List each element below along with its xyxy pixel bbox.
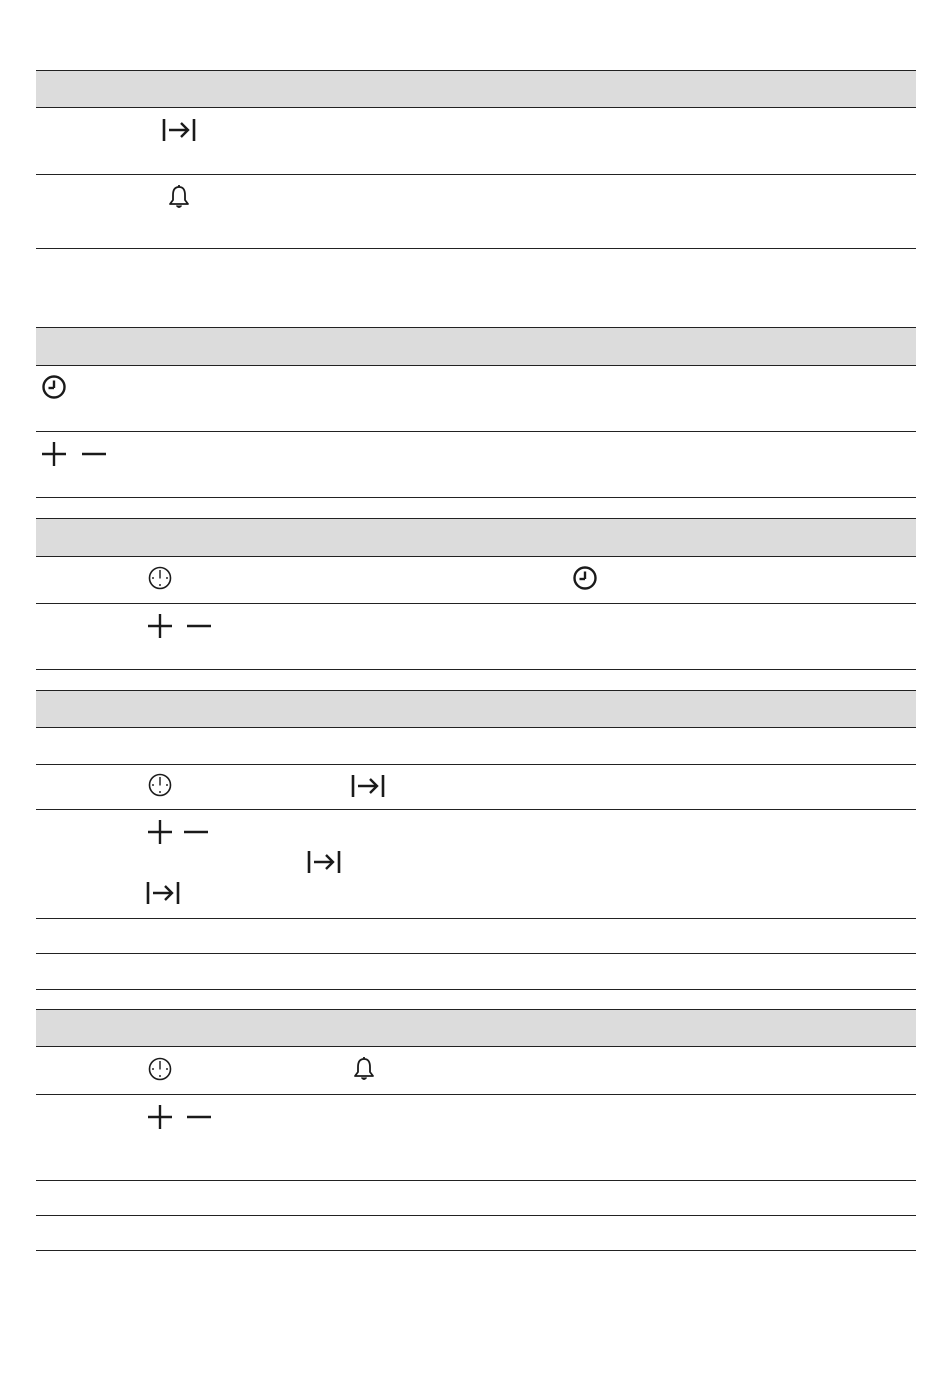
row-divider — [36, 1250, 916, 1251]
plus-icon — [146, 612, 174, 640]
row-divider — [36, 248, 916, 249]
table-header — [36, 70, 916, 108]
row-divider — [36, 1215, 916, 1216]
row-divider — [36, 918, 916, 919]
minus-icon — [182, 818, 210, 846]
bell-icon — [168, 184, 190, 210]
row-divider — [36, 1094, 916, 1095]
row-divider — [36, 809, 916, 810]
table-header — [36, 518, 916, 557]
row-divider — [36, 431, 916, 432]
table-header — [36, 1009, 916, 1047]
row-divider — [36, 989, 916, 990]
minus-icon — [185, 1103, 213, 1131]
table-header — [36, 690, 916, 728]
plus-icon — [146, 818, 174, 846]
clock-outline-icon — [147, 1056, 173, 1082]
end-time-icon — [351, 773, 385, 799]
end-time-icon — [162, 117, 196, 143]
plus-icon — [146, 1103, 174, 1131]
table-header — [36, 327, 916, 366]
bell-icon — [353, 1056, 375, 1082]
row-divider — [36, 603, 916, 604]
clock-filled-icon — [41, 374, 67, 400]
clock-outline-icon — [147, 772, 173, 798]
row-divider — [36, 953, 916, 954]
row-divider — [36, 174, 916, 175]
clock-filled-icon — [572, 565, 598, 591]
end-time-icon — [146, 880, 180, 906]
minus-icon — [185, 612, 213, 640]
row-divider — [36, 764, 916, 765]
row-divider — [36, 669, 916, 670]
row-divider — [36, 1180, 916, 1181]
end-time-icon — [307, 849, 341, 875]
plus-icon — [40, 440, 68, 468]
row-divider — [36, 497, 916, 498]
minus-icon — [80, 440, 108, 468]
clock-outline-icon — [147, 565, 173, 591]
